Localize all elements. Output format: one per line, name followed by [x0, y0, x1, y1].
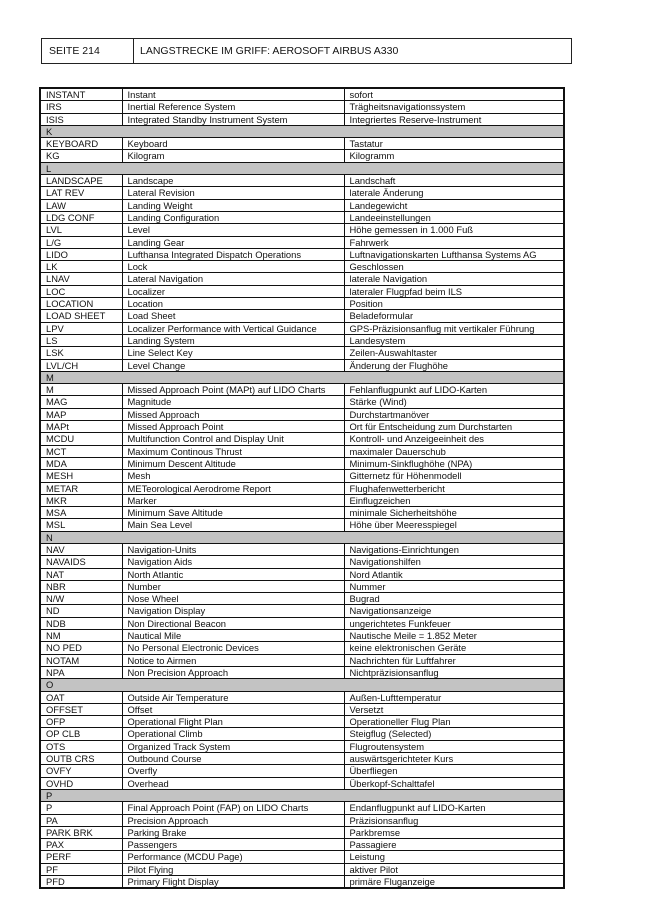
english-term-cell: Lateral Revision [122, 187, 344, 199]
abbreviation-cell: ND [40, 605, 122, 617]
glossary-row [40, 261, 564, 273]
glossary-row [40, 211, 564, 223]
glossary-row [40, 310, 564, 322]
english-term-cell: Navigation Display [122, 605, 344, 617]
page-title: LANGSTRECKE IM GRIFF: AEROSOFT AIRBUS A330 [140, 45, 399, 57]
german-term-cell: Höhe gemessen in 1.000 Fuß [344, 224, 564, 236]
abbreviation-cell: OFP [40, 716, 122, 728]
abbreviation-cell: LVL/CH [40, 359, 122, 371]
abbreviation-cell: NPA [40, 666, 122, 678]
english-term-cell: Nautical Mile [122, 630, 344, 642]
english-term-cell: Offset [122, 703, 344, 715]
german-term-cell: Fahrwerk [344, 236, 564, 248]
german-term-cell: Endanflugpunkt auf LIDO-Karten [344, 802, 564, 814]
german-term-cell: Minimum-Sinkflughöhe (NPA) [344, 457, 564, 469]
german-term-cell: Nichtpräzisionsanflug [344, 666, 564, 678]
german-term-cell: Durchstartmanöver [344, 408, 564, 420]
abbreviation-cell: LK [40, 261, 122, 273]
glossary-row [40, 691, 564, 703]
abbreviation-cell: M [40, 384, 122, 396]
german-term-cell: Navigations-Einrichtungen [344, 543, 564, 555]
german-term-cell: aktiver Pilot [344, 863, 564, 875]
english-term-cell: Integrated Standby Instrument System [122, 113, 344, 125]
abbreviation-cell: PERF [40, 851, 122, 863]
english-term-cell: Maximum Continous Thrust [122, 445, 344, 457]
glossary-row [40, 384, 564, 396]
english-term-cell: Precision Approach [122, 814, 344, 826]
abbreviation-cell: NOTAM [40, 654, 122, 666]
english-term-cell: Pilot Flying [122, 863, 344, 875]
english-term-cell: Outbound Course [122, 753, 344, 765]
glossary-row [40, 113, 564, 125]
german-term-cell: GPS-Präzisionsanflug mit vertikaler Führung [344, 322, 564, 334]
glossary-row [40, 507, 564, 519]
glossary-row [40, 236, 564, 248]
abbreviation-cell: MAG [40, 396, 122, 408]
abbreviation-cell: LOAD SHEET [40, 310, 122, 322]
german-term-cell: primäre Fluganzeige [344, 876, 564, 889]
abbreviation-cell: OAT [40, 691, 122, 703]
abbreviation-cell: LVL [40, 224, 122, 236]
german-term-cell: keine elektronischen Geräte [344, 642, 564, 654]
glossary-row [40, 814, 564, 826]
abbreviation-cell: LPV [40, 322, 122, 334]
glossary-row [40, 88, 564, 101]
glossary-row [40, 543, 564, 555]
abbreviation-cell: LIDO [40, 248, 122, 260]
german-term-cell: Geschlossen [344, 261, 564, 273]
english-term-cell: Notice to Airmen [122, 654, 344, 666]
abbreviation-cell: NM [40, 630, 122, 642]
abbreviation-cell: OVHD [40, 777, 122, 789]
abbreviation-cell: LOC [40, 285, 122, 297]
glossary-row [40, 285, 564, 297]
german-term-cell: Nachrichten für Luftfahrer [344, 654, 564, 666]
german-term-cell: Nord Atlantik [344, 568, 564, 580]
german-term-cell: Passagiere [344, 839, 564, 851]
glossary-row [40, 654, 564, 666]
english-term-cell: Lock [122, 261, 344, 273]
german-term-cell: Trägheitsnavigationssystem [344, 101, 564, 113]
glossary-row [40, 359, 564, 371]
section-letter: M [40, 371, 564, 383]
glossary-row [40, 421, 564, 433]
abbreviation-cell: P [40, 802, 122, 814]
glossary-row [40, 593, 564, 605]
page-header [41, 38, 572, 64]
abbreviation-cell: MSL [40, 519, 122, 531]
german-term-cell: Bugrad [344, 593, 564, 605]
english-term-cell: Minimum Save Altitude [122, 507, 344, 519]
german-term-cell: Präzisionsanflug [344, 814, 564, 826]
glossary-row [40, 666, 564, 678]
german-term-cell: Außen-Lufttemperatur [344, 691, 564, 703]
abbreviation-cell: PAX [40, 839, 122, 851]
english-term-cell: Instant [122, 88, 344, 101]
abbreviation-cell: NO PED [40, 642, 122, 654]
abbreviation-cell: MCDU [40, 433, 122, 445]
german-term-cell: Änderung der Flughöhe [344, 359, 564, 371]
glossary-row [40, 150, 564, 162]
abbreviation-cell: LDG CONF [40, 211, 122, 223]
abbreviation-cell: LS [40, 334, 122, 346]
german-term-cell: Parkbremse [344, 826, 564, 838]
glossary-row [40, 396, 564, 408]
section-header-row [40, 531, 564, 543]
german-term-cell: Leistung [344, 851, 564, 863]
glossary-row [40, 175, 564, 187]
glossary-row [40, 101, 564, 113]
abbreviation-cell: NDB [40, 617, 122, 629]
english-term-cell: Performance (MCDU Page) [122, 851, 344, 863]
english-term-cell: Minimum Descent Altitude [122, 457, 344, 469]
abbreviation-cell: LNAV [40, 273, 122, 285]
english-term-cell: Kilogram [122, 150, 344, 162]
glossary-row [40, 568, 564, 580]
english-term-cell: Magnitude [122, 396, 344, 408]
german-term-cell: Versetzt [344, 703, 564, 715]
abbreviation-cell: NAT [40, 568, 122, 580]
abbreviation-cell: OFFSET [40, 703, 122, 715]
german-term-cell: Steigflug (Selected) [344, 728, 564, 740]
german-term-cell: sofort [344, 88, 564, 101]
german-term-cell: Position [344, 298, 564, 310]
english-term-cell: Landing Gear [122, 236, 344, 248]
german-term-cell: Kontroll- und Anzeigeeinheit des [344, 433, 564, 445]
abbreviation-cell: OTS [40, 740, 122, 752]
section-header-row [40, 162, 564, 174]
glossary-row [40, 273, 564, 285]
abbreviation-cell: N/W [40, 593, 122, 605]
english-term-cell: Operational Flight Plan [122, 716, 344, 728]
german-term-cell: Nautische Meile = 1.852 Meter [344, 630, 564, 642]
english-term-cell: Location [122, 298, 344, 310]
glossary-row [40, 765, 564, 777]
english-term-cell: Navigation Aids [122, 556, 344, 568]
english-term-cell: Operational Climb [122, 728, 344, 740]
english-term-cell: Primary Flight Display [122, 876, 344, 889]
english-term-cell: Missed Approach Point [122, 421, 344, 433]
german-term-cell: Tastatur [344, 138, 564, 150]
abbreviation-cell: OUTB CRS [40, 753, 122, 765]
abbreviation-cell: LSK [40, 347, 122, 359]
english-term-cell: Missed Approach Point (MAPt) auf LIDO Charts [122, 384, 344, 396]
glossary-row [40, 445, 564, 457]
english-term-cell: Line Select Key [122, 347, 344, 359]
abbreviation-cell: MKR [40, 494, 122, 506]
german-term-cell: Fehlanflugpunkt auf LIDO-Karten [344, 384, 564, 396]
glossary-row [40, 347, 564, 359]
german-term-cell: Zeilen-Auswahltaster [344, 347, 564, 359]
abbreviation-cell: INSTANT [40, 88, 122, 101]
glossary-row [40, 322, 564, 334]
english-term-cell: Localizer [122, 285, 344, 297]
english-term-cell: Navigation-Units [122, 543, 344, 555]
section-letter: K [40, 125, 564, 137]
abbreviation-cell: LOCATION [40, 298, 122, 310]
german-term-cell: Beladeformular [344, 310, 564, 322]
glossary-row [40, 863, 564, 875]
english-term-cell: Landing Configuration [122, 211, 344, 223]
abbreviation-cell: L/G [40, 236, 122, 248]
german-term-cell: Gitternetz für Höhenmodell [344, 470, 564, 482]
glossary-row [40, 802, 564, 814]
glossary-row [40, 703, 564, 715]
glossary-row [40, 777, 564, 789]
german-term-cell: Flughafenwetterbericht [344, 482, 564, 494]
german-term-cell: minimale Sicherheitshöhe [344, 507, 564, 519]
abbreviation-cell: OVFY [40, 765, 122, 777]
english-term-cell: Lateral Navigation [122, 273, 344, 285]
abbreviation-cell: METAR [40, 482, 122, 494]
german-term-cell: Überfliegen [344, 765, 564, 777]
english-term-cell: Main Sea Level [122, 519, 344, 531]
english-term-cell: Localizer Performance with Vertical Guidance [122, 322, 344, 334]
glossary-row [40, 494, 564, 506]
english-term-cell: Marker [122, 494, 344, 506]
english-term-cell: Landing Weight [122, 199, 344, 211]
abbreviation-cell: MESH [40, 470, 122, 482]
section-letter: N [40, 531, 564, 543]
german-term-cell: Flugroutensystem [344, 740, 564, 752]
english-term-cell: Overfly [122, 765, 344, 777]
glossary-row [40, 753, 564, 765]
glossary-row [40, 408, 564, 420]
glossary-row [40, 851, 564, 863]
abbreviation-cell: PARK BRK [40, 826, 122, 838]
english-term-cell: METeorological Aerodrome Report [122, 482, 344, 494]
german-term-cell: Überkopf-Schalttafel [344, 777, 564, 789]
glossary-row [40, 630, 564, 642]
german-term-cell: Ort für Entscheidung zum Durchstarten [344, 421, 564, 433]
glossary-row [40, 642, 564, 654]
glossary-row [40, 457, 564, 469]
abbreviation-cell: NBR [40, 580, 122, 592]
section-letter: P [40, 789, 564, 801]
english-term-cell: Passengers [122, 839, 344, 851]
english-term-cell: Landscape [122, 175, 344, 187]
glossary-row [40, 556, 564, 568]
abbreviation-cell: KG [40, 150, 122, 162]
glossary-table [39, 87, 565, 889]
german-term-cell: lateraler Flugpfad beim ILS [344, 285, 564, 297]
english-term-cell: North Atlantic [122, 568, 344, 580]
english-term-cell: Lufthansa Integrated Dispatch Operations [122, 248, 344, 260]
german-term-cell: Luftnavigationskarten Lufthansa Systems AG [344, 248, 564, 260]
abbreviation-cell: PF [40, 863, 122, 875]
glossary-row [40, 248, 564, 260]
german-term-cell: laterale Navigation [344, 273, 564, 285]
abbreviation-cell: OP CLB [40, 728, 122, 740]
abbreviation-cell: ISIS [40, 113, 122, 125]
glossary-row [40, 826, 564, 838]
glossary-row [40, 224, 564, 236]
abbreviation-cell: MSA [40, 507, 122, 519]
abbreviation-cell: LAW [40, 199, 122, 211]
section-letter: O [40, 679, 564, 691]
glossary-row [40, 138, 564, 150]
glossary-row [40, 876, 564, 889]
abbreviation-cell: KEYBOARD [40, 138, 122, 150]
german-term-cell: Kilogramm [344, 150, 564, 162]
section-header-row [40, 125, 564, 137]
german-term-cell: Navigationsanzeige [344, 605, 564, 617]
german-term-cell: Höhe über Meeresspiegel [344, 519, 564, 531]
english-term-cell: Outside Air Temperature [122, 691, 344, 703]
glossary-row [40, 199, 564, 211]
english-term-cell: Load Sheet [122, 310, 344, 322]
english-term-cell: Final Approach Point (FAP) on LIDO Charts [122, 802, 344, 814]
glossary-row [40, 187, 564, 199]
glossary-row [40, 580, 564, 592]
english-term-cell: Keyboard [122, 138, 344, 150]
german-term-cell: laterale Änderung [344, 187, 564, 199]
abbreviation-cell: IRS [40, 101, 122, 113]
abbreviation-cell: LANDSCAPE [40, 175, 122, 187]
abbreviation-cell: MAP [40, 408, 122, 420]
abbreviation-cell: NAVAIDS [40, 556, 122, 568]
english-term-cell: Level [122, 224, 344, 236]
english-term-cell: Inertial Reference System [122, 101, 344, 113]
section-header-row [40, 679, 564, 691]
english-term-cell: Landing System [122, 334, 344, 346]
glossary-row [40, 433, 564, 445]
german-term-cell: Landschaft [344, 175, 564, 187]
german-term-cell: Landesystem [344, 334, 564, 346]
german-term-cell: Integriertes Reserve-Instrument [344, 113, 564, 125]
english-term-cell: Multifunction Control and Display Unit [122, 433, 344, 445]
glossary-row [40, 519, 564, 531]
glossary-row [40, 716, 564, 728]
german-term-cell: maximaler Dauerschub [344, 445, 564, 457]
german-term-cell: Navigationshilfen [344, 556, 564, 568]
glossary-row [40, 740, 564, 752]
abbreviation-cell: MCT [40, 445, 122, 457]
glossary-row [40, 605, 564, 617]
english-term-cell: Non Precision Approach [122, 666, 344, 678]
section-letter: L [40, 162, 564, 174]
glossary-row [40, 298, 564, 310]
english-term-cell: Organized Track System [122, 740, 344, 752]
abbreviation-cell: NAV [40, 543, 122, 555]
german-term-cell: Einflugzeichen [344, 494, 564, 506]
english-term-cell: Number [122, 580, 344, 592]
glossary-row [40, 728, 564, 740]
english-term-cell: Overhead [122, 777, 344, 789]
glossary-row [40, 839, 564, 851]
glossary-row [40, 617, 564, 629]
abbreviation-cell: LAT REV [40, 187, 122, 199]
german-term-cell: auswärtsgerichteter Kurs [344, 753, 564, 765]
english-term-cell: Non Directional Beacon [122, 617, 344, 629]
german-term-cell: Landegewicht [344, 199, 564, 211]
english-term-cell: Level Change [122, 359, 344, 371]
abbreviation-cell: MAPt [40, 421, 122, 433]
english-term-cell: Parking Brake [122, 826, 344, 838]
german-term-cell: ungerichtetes Funkfeuer [344, 617, 564, 629]
abbreviation-cell: MDA [40, 457, 122, 469]
glossary-row [40, 334, 564, 346]
glossary-body [40, 88, 564, 888]
abbreviation-cell: PA [40, 814, 122, 826]
english-term-cell: Mesh [122, 470, 344, 482]
abbreviation-cell: PFD [40, 876, 122, 889]
glossary-row [40, 482, 564, 494]
page-number: SEITE 214 [42, 39, 134, 63]
english-term-cell: No Personal Electronic Devices [122, 642, 344, 654]
english-term-cell: Nose Wheel [122, 593, 344, 605]
glossary-row [40, 470, 564, 482]
section-header-row [40, 789, 564, 801]
section-header-row [40, 371, 564, 383]
german-term-cell: Nummer [344, 580, 564, 592]
english-term-cell: Missed Approach [122, 408, 344, 420]
german-term-cell: Landeeinstellungen [344, 211, 564, 223]
german-term-cell: Operationeller Flug Plan [344, 716, 564, 728]
german-term-cell: Stärke (Wind) [344, 396, 564, 408]
